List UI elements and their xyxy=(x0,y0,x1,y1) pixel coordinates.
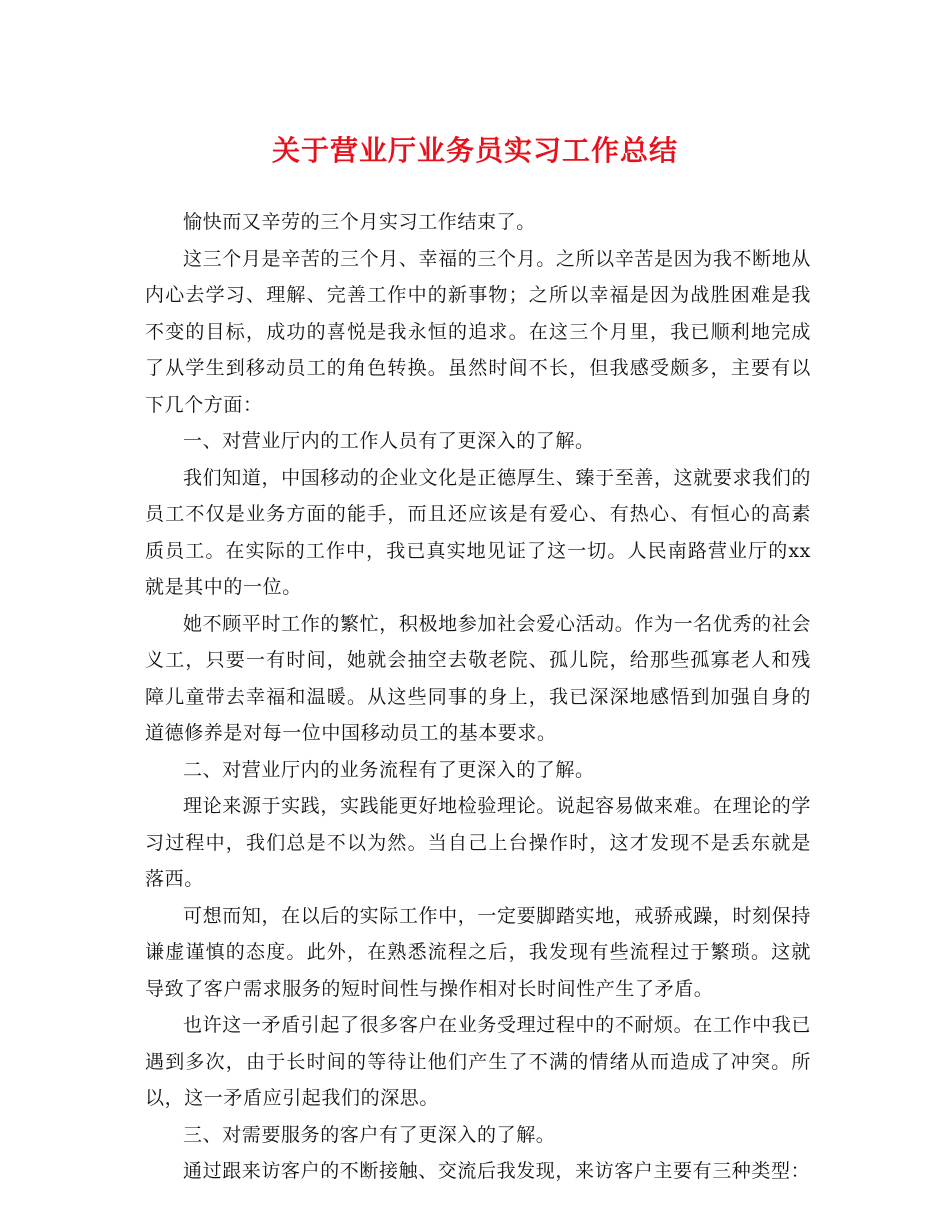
paragraph-6: 可想而知，在以后的实际工作中，一定要脚踏实地，戒骄戒躁，时刻保持谦虚谨慎的态度。此外，在熟悉流程之后，我发现有些流程过于繁琐。这就导致了客户需求服务的短时间性与操作相对长时间性产生了矛盾。 xyxy=(145,904,811,1000)
section-heading-2: 二、对营业厅内的业务流程有了更深入的了解。 xyxy=(183,758,595,781)
paragraph-4: 她不顾平时工作的繁忙，积极地参加社会爱心活动。作为一名优秀的社会义工，只要一有时间，她就会抽空去敬老院、孤儿院，给那些孤寡老人和残障儿童带去幸福和温暖。从这些同事的身上，我已深深地感悟到加强自身的道德修养是对每一位中国移动员工的基本要求。 xyxy=(145,612,811,744)
section-heading-3: 三、对需要服务的客户有了更深入的了解。 xyxy=(183,1123,556,1146)
paragraph-5: 理论来源于实践，实践能更好地检验理论。说起容易做来难。在理论的学习过程中，我们总是不以为然。当自己上台操作时，这才发现不是丢东就是落西。 xyxy=(145,795,811,890)
paragraph-1: 愉快而又辛劳的三个月实习工作结束了。 xyxy=(183,211,536,233)
paragraph-7: 也许这一矛盾引起了很多客户在业务受理过程中的不耐烦。在工作中我已遇到多次，由于长时间的等待让他们产生了不满的情绪从而造成了冲突。所以，这一矛盾应引起我们的深思。 xyxy=(145,1014,811,1109)
section-heading-1: 一、对营业厅内的工作人员有了更深入的了解。 xyxy=(183,430,595,452)
paragraph-8: 通过跟来访客户的不断接触、交流后我发现，来访客户主要有三种类型： xyxy=(183,1160,811,1182)
paragraph-2: 这三个月是辛苦的三个月、幸福的三个月。之所以辛苦是因为我不断地从内心去学习、理解、完善工作中的新事物；之所以幸福是因为战胜困难是我不变的目标，成功的喜悦是我永恒的追求。在这三个月里，我已顺利地完成了从学生到移动员工的角色转换。虽然时间不长，但我感受颇多，主要有以下几个方面： xyxy=(145,247,811,416)
paragraph-3: 我们知道，中国移动的企业文化是正德厚生、臻于至善，这就要求我们的员工不仅是业务方面的能手，而且还应该是有爱心、有热心、有恒心的高素质员工。在实际的工作中，我已真实地见证了这一切。人民南路营业厅的xx就是其中的一位。 xyxy=(145,466,811,598)
document-title: 关于营业厅业务员实习工作总结 xyxy=(271,134,678,167)
document-body xyxy=(145,204,811,1190)
